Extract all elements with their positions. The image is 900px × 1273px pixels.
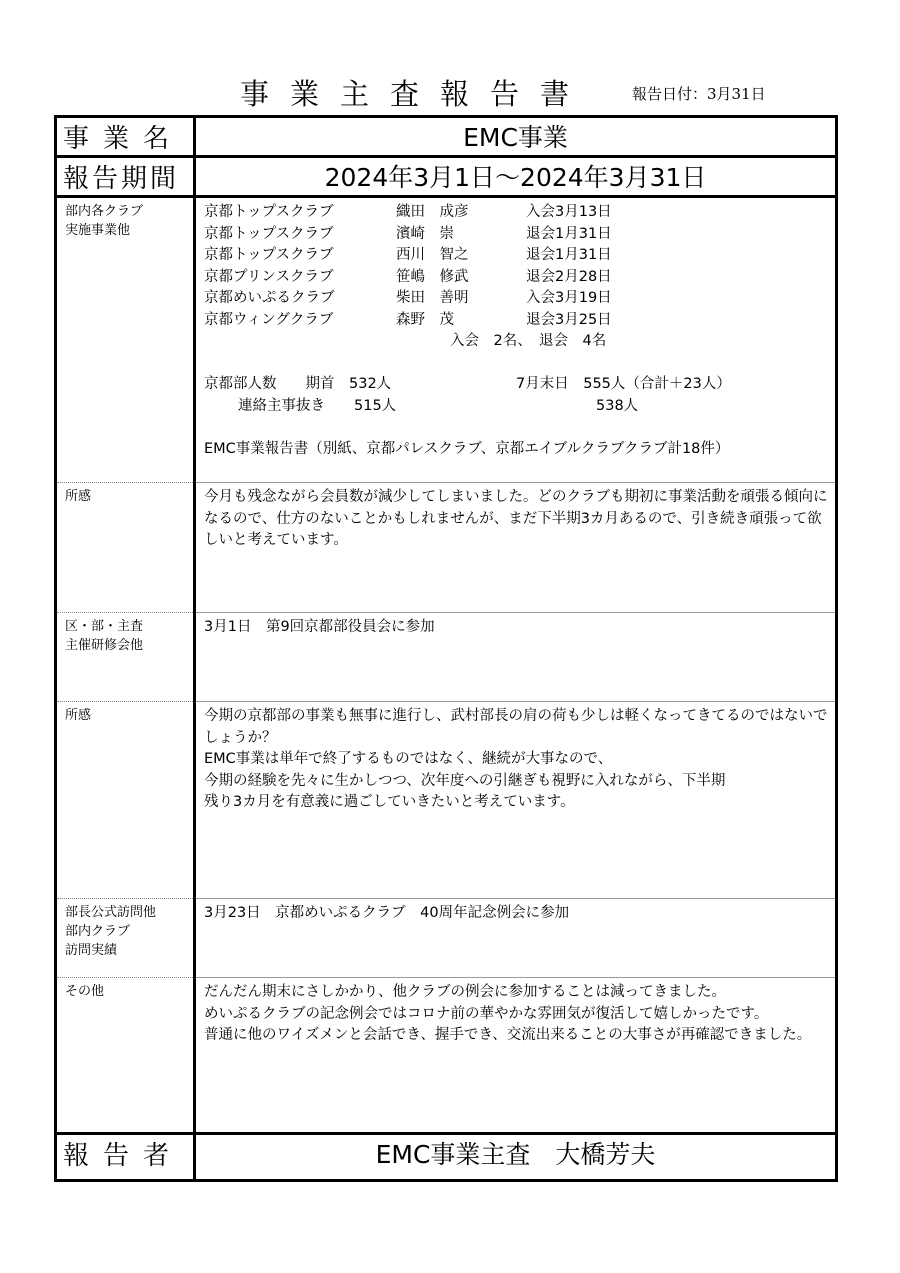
member-row: [204, 310, 829, 332]
member-status: 入会3月13日: [526, 204, 612, 220]
impression1-section: [56, 483, 837, 613]
other-label: その他: [56, 978, 195, 1134]
member-status: 退会2月28日: [526, 268, 612, 285]
emc-report-line: [204, 439, 829, 461]
stats-line-2: [204, 396, 829, 418]
impression2-section: [56, 702, 837, 899]
member-name: 柴田 善明: [396, 290, 469, 306]
visit-label-line2: 部内クラブ: [65, 924, 131, 939]
visit-section: [56, 899, 837, 978]
stats-start-excl: 連絡主事抜き 515人: [238, 397, 397, 414]
training-label-line1: 区・部・主査: [65, 619, 144, 634]
member-row: [204, 224, 829, 246]
impression2-line: 今期の経験を先々に生かしつつ、次年度への引継ぎも視野に入れながら、下半期: [204, 772, 726, 789]
member-club: 京都プリンスクラブ: [204, 268, 334, 285]
stats-line-1: [204, 374, 829, 396]
member-club: 京都めいぷるクラブ: [204, 290, 335, 306]
other-content: [195, 978, 837, 1134]
stats-start: 京都部人数 期首 532人: [204, 376, 392, 392]
spacer: [204, 353, 829, 375]
report-table: [54, 115, 838, 1182]
member-row: [204, 202, 829, 224]
period-value: 2024年3月1日～2024年3月31日: [195, 157, 837, 197]
member-row: [204, 267, 829, 289]
member-name: 織田 成彦: [396, 204, 469, 220]
business-name-row: [56, 117, 837, 157]
member-name: 濱崎 崇: [396, 225, 454, 242]
member-club: 京都トップスクラブ: [204, 247, 334, 263]
report-header: [0, 72, 900, 112]
impression1-label: 所感: [56, 483, 195, 613]
member-club: 京都トップスクラブ: [204, 225, 334, 242]
report-date: 報告日付：3月31日: [632, 85, 766, 103]
visit-label-line3: 訪問実績: [65, 943, 118, 958]
other-section: [56, 978, 837, 1134]
emc-report: EMC事業報告書（別紙、京都パレスクラブ、京都エイブルクラブクラブ計18件）: [204, 440, 730, 457]
visit-text: 3月23日 京都めいぷるクラブ 40周年記念例会に参加: [204, 905, 570, 921]
member-name: 笹嶋 修武: [396, 268, 469, 285]
club-label-line1: 部内各クラブ: [65, 204, 144, 219]
impression2-line: 今期の京都部の事業も無事に進行し、武村部長の肩の荷も少しは軽くなってきてるのではないでしょうか？: [204, 708, 828, 746]
club-section-label: [56, 197, 195, 483]
member-list: [204, 202, 829, 331]
member-club: 京都トップスクラブ: [204, 204, 334, 220]
training-label: [56, 613, 195, 702]
training-content: [195, 613, 837, 702]
impression2-label: 所感: [56, 702, 195, 899]
stats-end: 7月末日 555人（合計＋23人）: [516, 376, 731, 392]
training-label-line2: 主催研修会他: [65, 638, 144, 653]
member-row: [204, 288, 829, 310]
impression1-content: [195, 483, 837, 613]
club-section: [56, 197, 837, 483]
other-line: 普通に他のワイズメンと会話でき、握手でき、交流出来ることの大事さが再確認できました。: [204, 1027, 812, 1043]
club-section-content: [195, 197, 837, 483]
member-status: 退会1月31日: [526, 247, 612, 263]
period-label: 報告期間: [56, 157, 195, 197]
stats-end-excl: 538人: [596, 397, 639, 414]
reporter-row: [56, 1134, 837, 1181]
member-summary-line: [204, 331, 829, 353]
member-status: 退会1月31日: [526, 225, 612, 242]
other-line: めいぷるクラブの記念例会ではコロナ前の華やかな雰囲気が復活して嬉しかったです。: [204, 1005, 769, 1022]
visit-content: [195, 899, 837, 978]
member-status: 退会3月25日: [526, 311, 612, 328]
member-name: 西川 智之: [396, 247, 469, 263]
training-section: [56, 613, 837, 702]
business-name-value: EMC事業: [195, 117, 837, 157]
impression1-text: 今月も残念ながら会員数が減少してしまいました。どのクラブも期初に事業活動を頑張る傾向になるので、仕方のないことかもしれませんが、まだ下半期3カ月あるので、引き続き頑張って欲しいと考えています。: [204, 489, 828, 548]
training-text: 3月1日 第9回京都部役員会に参加: [204, 619, 435, 635]
member-name: 森野 茂: [396, 311, 454, 328]
period-row: [56, 157, 837, 197]
impression2-content: [195, 702, 837, 899]
visit-label: [56, 899, 195, 978]
business-name-label: 事業名: [56, 117, 195, 157]
impression2-line: 残り3カ月を有意義に過ごしていきたいと考えています。: [204, 794, 575, 810]
report-title: 事業主査報告書: [240, 77, 591, 111]
member-status: 入会3月19日: [526, 290, 612, 306]
member-summary: 入会 2名、 退会 4名: [450, 333, 607, 349]
member-row: [204, 245, 829, 267]
spacer: [204, 417, 829, 439]
impression2-line: EMC事業は単年で終了するものではなく、継続が大事なので、: [204, 751, 613, 767]
reporter-label: 報告者: [56, 1134, 195, 1181]
member-club: 京都ウィングクラブ: [204, 311, 334, 328]
other-line: だんだん期末にさしかかり、他クラブの例会に参加することは減ってきました。: [204, 984, 726, 1000]
club-label-line2: 実施事業他: [65, 223, 131, 238]
visit-label-line1: 部長公式訪問他: [65, 905, 157, 920]
reporter-value: EMC事業主査 大橋芳夫: [195, 1134, 837, 1181]
